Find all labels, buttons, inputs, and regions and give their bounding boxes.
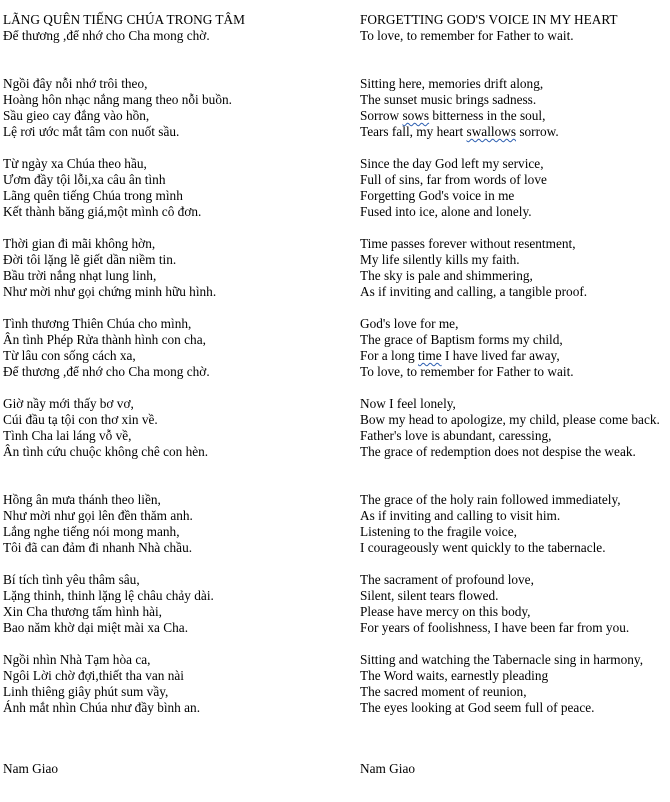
poem-line: The sky is pale and shimmering,: [360, 268, 533, 283]
poem-line: Now I feel lonely,: [360, 396, 456, 411]
stanzas-vi: [3, 76, 348, 716]
stanza: [3, 236, 348, 300]
poem-line: Tôi đã can đảm đi nhanh Nhà chầu.: [3, 540, 193, 555]
poem-line: For years of foolishness, I have been far from you.: [360, 620, 630, 635]
poem-line: Sitting and watching the Tabernacle sing in harmony,: [360, 652, 644, 667]
poem-line: Ân tình cứu chuộc không chê con hèn.: [3, 444, 209, 459]
poem-line: Ngôi Lời chờ đợi,thiết tha van nài: [3, 668, 184, 683]
stanza: [3, 316, 348, 380]
poem-line: Để thương ,để nhớ cho Cha mong chờ.: [3, 364, 210, 379]
stanza: [360, 76, 660, 140]
poem-line: Ánh mắt nhìn Chúa như đầy bình an.: [3, 700, 201, 715]
poem-line: Ươm đầy tội lỗi,xa câu ân tình: [3, 172, 166, 187]
poem-line: Như mời như gọi lên đền thăm anh.: [3, 508, 193, 523]
poem-line: As if inviting and calling to visit him.: [360, 508, 561, 523]
poem-line: Bow my head to apologize, my child, please come back.: [360, 412, 660, 427]
stanza: [3, 396, 348, 460]
poem-title-en: FORGETTING GOD'S VOICE IN MY HEART: [360, 12, 618, 27]
poem-line: The eyes looking at God seem full of peace.: [360, 700, 595, 715]
poem-line: Time passes forever without resentment,: [360, 236, 576, 251]
poem-line: To love, to remember for Father to wait.: [360, 364, 574, 379]
poem-line: God's love for me,: [360, 316, 459, 331]
poem-line: Như mời như gọi chứng minh hữu hình.: [3, 284, 217, 299]
spellcheck-underline: swallows: [466, 124, 517, 139]
poem-line: Lắng nghe tiếng nói mong manh,: [3, 524, 180, 539]
poem-line: Tình thương Thiên Chúa cho mình,: [3, 316, 192, 331]
stanza: [360, 156, 660, 220]
signature-en: Nam Giao: [360, 761, 416, 776]
poem-line: Từ ngày xa Chúa theo hầu,: [3, 156, 147, 171]
poem-line: Fused into ice, alone and lonely.: [360, 204, 532, 219]
english-poem: [360, 12, 660, 716]
poem-line: Kết thành băng giá,một mình cô đơn.: [3, 204, 202, 219]
poem-line: The Word waits, earnestly pleading: [360, 668, 549, 683]
poem-line: The sacred moment of reunion,: [360, 684, 527, 699]
poem-line: The sunset music brings sadness.: [360, 92, 537, 107]
poem-line: Thời gian đi mãi không hờn,: [3, 236, 156, 251]
poem-line: The grace of the holy rain followed immediately,: [360, 492, 621, 507]
poem-line: Sorrow sows bitterness in the soul,: [360, 108, 546, 123]
poem-line: Ngồi đây nỗi nhớ trôi theo,: [3, 76, 148, 91]
poem-line: The grace of Baptism forms my child,: [360, 332, 563, 347]
poem-line: Linh thiêng giây phút sum vầy,: [3, 684, 169, 699]
stanza: [360, 492, 660, 556]
poem-line: For a long time I have lived far away,: [360, 348, 560, 363]
stanzas-en: [360, 76, 660, 716]
poem-line: The sacrament of profound love,: [360, 572, 534, 587]
poem-line: Sầu gieo cay đắng vào hồn,: [3, 108, 150, 123]
poem-line: Sitting here, memories drift along,: [360, 76, 544, 91]
poem-line: Xin Cha thương tấm hình hài,: [3, 604, 163, 619]
poem-line: Bao năm khờ dại miệt mài xa Cha.: [3, 620, 189, 635]
stanza: [360, 572, 660, 636]
poem-line: Ngồi nhìn Nhà Tạm hòa ca,: [3, 652, 151, 667]
spellcheck-underline: time: [418, 348, 442, 363]
poem-line: Full of sins, far from words of love: [360, 172, 547, 187]
poem-line: Hoàng hôn nhạc nắng mang theo nỗi buồn.: [3, 92, 232, 107]
poem-line: Silent, silent tears flowed.: [360, 588, 499, 603]
poem-subtitle-vi: Để thương ,để nhớ cho Cha mong chờ.: [3, 28, 210, 43]
stanza: [360, 652, 660, 716]
poem-line: Lặng thinh, thinh lặng lệ châu chảy dài.: [3, 588, 214, 603]
stanza: [3, 492, 348, 556]
poem-line: Hồng ân mưa thánh theo liền,: [3, 492, 161, 507]
poem-line: Từ lâu con sống cách xa,: [3, 348, 136, 363]
poem-line: Listening to the fragile voice,: [360, 524, 517, 539]
poem-line: As if inviting and calling, a tangible proof.: [360, 284, 588, 299]
poem-line: I courageously went quickly to the tabernacle.: [360, 540, 606, 555]
stanza: [3, 156, 348, 220]
stanza: [3, 572, 348, 636]
stanza: [3, 652, 348, 716]
poem-line: Lãng quên tiếng Chúa trong mình: [3, 188, 183, 203]
poem-subtitle-en: To love, to remember for Father to wait.: [360, 28, 574, 43]
stanza: [3, 76, 348, 140]
poem-line: Tình Cha lai láng vỗ về,: [3, 428, 132, 443]
stanza: [360, 316, 660, 380]
poem-line: Tears fall, my heart swallows sorrow.: [360, 124, 559, 139]
poem-line: Đời tôi lặng lẽ giết dần niềm tin.: [3, 252, 177, 267]
spellcheck-underline: sows: [402, 108, 430, 123]
poem-line: Giờ nầy mới thấy bơ vơ,: [3, 396, 134, 411]
poem-line: The grace of redemption does not despise the weak.: [360, 444, 636, 459]
poem-line: Father's love is abundant, caressing,: [360, 428, 552, 443]
poem-line: Please have mercy on this body,: [360, 604, 531, 619]
stanza: [360, 396, 660, 460]
poem-line: Since the day God left my service,: [360, 156, 544, 171]
signature-vi: Nam Giao: [3, 761, 59, 776]
poem-line: Lệ rơi ước mắt tâm con nuốt sầu.: [3, 124, 180, 139]
poem-line: Forgetting God's voice in me: [360, 188, 515, 203]
poem-line: Cúi đầu tạ tội con thơ xin về.: [3, 412, 158, 427]
poem-line: Bí tích tình yêu thâm sâu,: [3, 572, 140, 587]
poem-title-vi: LÃNG QUÊN TIẾNG CHÚA TRONG TÂM: [3, 12, 245, 27]
vietnamese-poem: [3, 12, 348, 716]
poem-line: My life silently kills my faith.: [360, 252, 520, 267]
poem-line: Bầu trời nắng nhạt lung linh,: [3, 268, 157, 283]
poem-line: Ân tình Phép Rửa thành hình con cha,: [3, 332, 206, 347]
stanza: [360, 236, 660, 300]
